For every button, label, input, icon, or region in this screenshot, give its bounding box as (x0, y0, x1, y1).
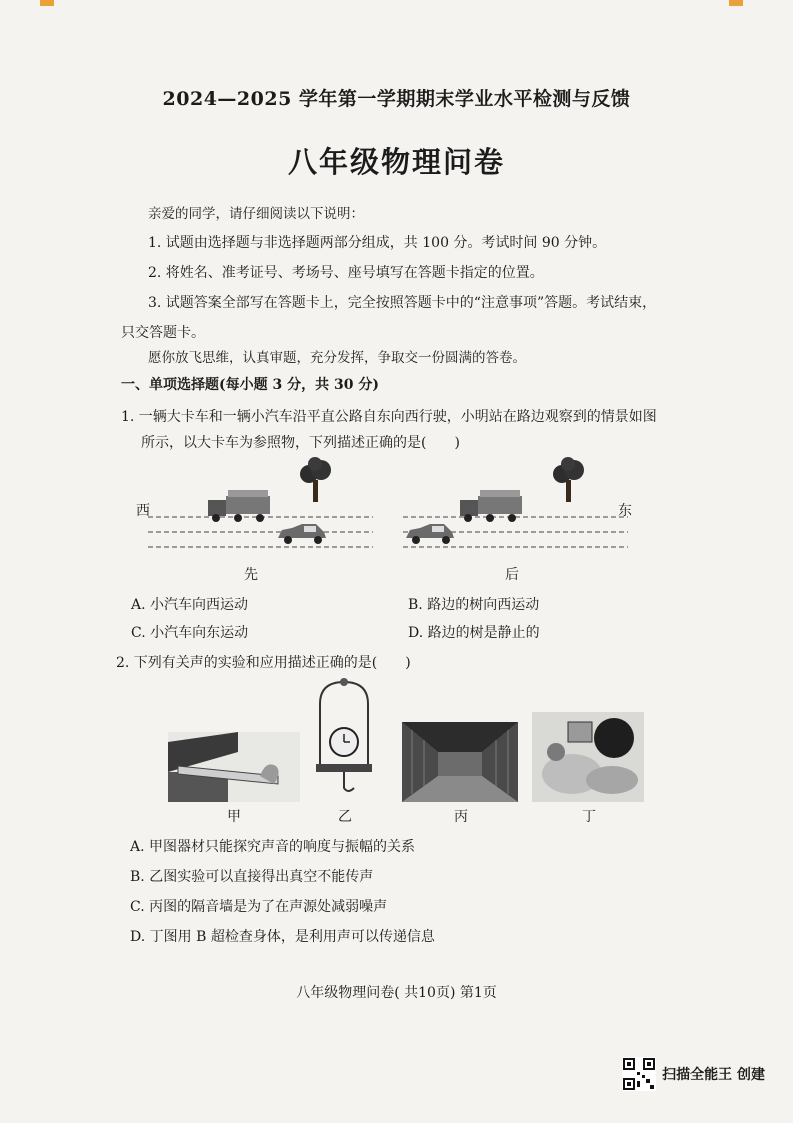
exam-title: 2024—2025 学年第一学期期末学业水平检测与反馈 (162, 88, 631, 110)
instructions-item-2: 2. 将姓名、准考证号、考场号、座号填写在答题卡指定的位置。 (148, 265, 544, 281)
instructions-item-3a: 3. 试题答案全部写在答题卡上，完全按照答题卡中的“注意事项”答题。考试结束， (148, 295, 657, 311)
q1-option-b: B. 路边的树向西运动 (408, 597, 540, 613)
q2-figure-jia (168, 732, 300, 802)
truck-icon-after (460, 490, 522, 522)
q2-figure-ding (532, 712, 644, 802)
q2-caption-yi: 乙 (338, 809, 352, 825)
q2-figure-yi (314, 676, 374, 802)
tree-icon (300, 457, 331, 502)
corner-mark-left (40, 0, 54, 6)
ultrasound-exam-image (532, 712, 644, 802)
q2-figure-bing (402, 722, 518, 802)
direction-east-label: 东 (618, 503, 632, 519)
q2-option-c: C. 丙图的隔音墙是为了在声源处减弱噪声 (130, 899, 388, 915)
tree-icon-after (553, 457, 584, 502)
truck-icon (208, 490, 270, 522)
section-heading: 一、单项选择题(每小题 3 分，共 30 分) (121, 377, 379, 393)
q1-figure (128, 452, 648, 564)
q1-option-d: D. 路边的树是静止的 (408, 625, 540, 641)
q2-option-b: B. 乙图实验可以直接得出真空不能传声 (130, 869, 374, 885)
q2-option-d: D. 丁图用 B 超检查身体，是利用声可以传递信息 (130, 929, 435, 945)
car-icon (278, 524, 326, 544)
q1-caption-after: 后 (505, 567, 519, 583)
corner-mark-right (729, 0, 743, 6)
instructions-item-3b: 只交答题卡。 (121, 325, 205, 341)
q1-road-diagram (128, 452, 648, 564)
q1-caption-before: 先 (244, 567, 258, 583)
page-footer: 八年级物理问卷( 共10页) 第1页 (296, 985, 497, 1001)
q2-option-a: A. 甲图器材只能探究声音的响度与振幅的关系 (130, 839, 416, 855)
qr-code-icon (622, 1057, 656, 1091)
scanner-brand-text: 扫描全能王 创建 (662, 1067, 765, 1083)
scanner-watermark (622, 1057, 765, 1091)
instructions-wish: 愿你放飞思维，认真审题，充分发挥，争取交一份圆满的答卷。 (148, 350, 526, 366)
q2-caption-bing: 丙 (454, 809, 468, 825)
exam-subtitle: 八年级物理问卷 (287, 145, 505, 179)
noise-barrier-image (402, 722, 518, 802)
q1-option-a: A. 小汽车向西运动 (131, 597, 249, 613)
q2-caption-ding: 丁 (582, 809, 596, 825)
instructions-greeting: 亲爱的同学，请仔细阅读以下说明： (148, 206, 364, 222)
ruler-on-table-image (168, 732, 300, 802)
q1-option-c: C. 小汽车向东运动 (131, 625, 249, 641)
bell-jar-image (314, 676, 374, 802)
q2-caption-jia: 甲 (227, 809, 241, 825)
car-icon-after (406, 524, 454, 544)
q1-stem-line2: 所示，以大卡车为参照物，下列描述正确的是( ) (141, 435, 460, 451)
q1-stem-line1: 1. 一辆大卡车和一辆小汽车沿平直公路自东向西行驶，小明站在路边观察到的情景如图 (121, 409, 657, 425)
q2-stem: 2. 下列有关声的实验和应用描述正确的是( ) (116, 655, 411, 671)
direction-west-label: 西 (136, 503, 150, 519)
instructions-item-1: 1. 试题由选择题与非选择题两部分组成，共 100 分。考试时间 90 分钟。 (148, 235, 607, 251)
